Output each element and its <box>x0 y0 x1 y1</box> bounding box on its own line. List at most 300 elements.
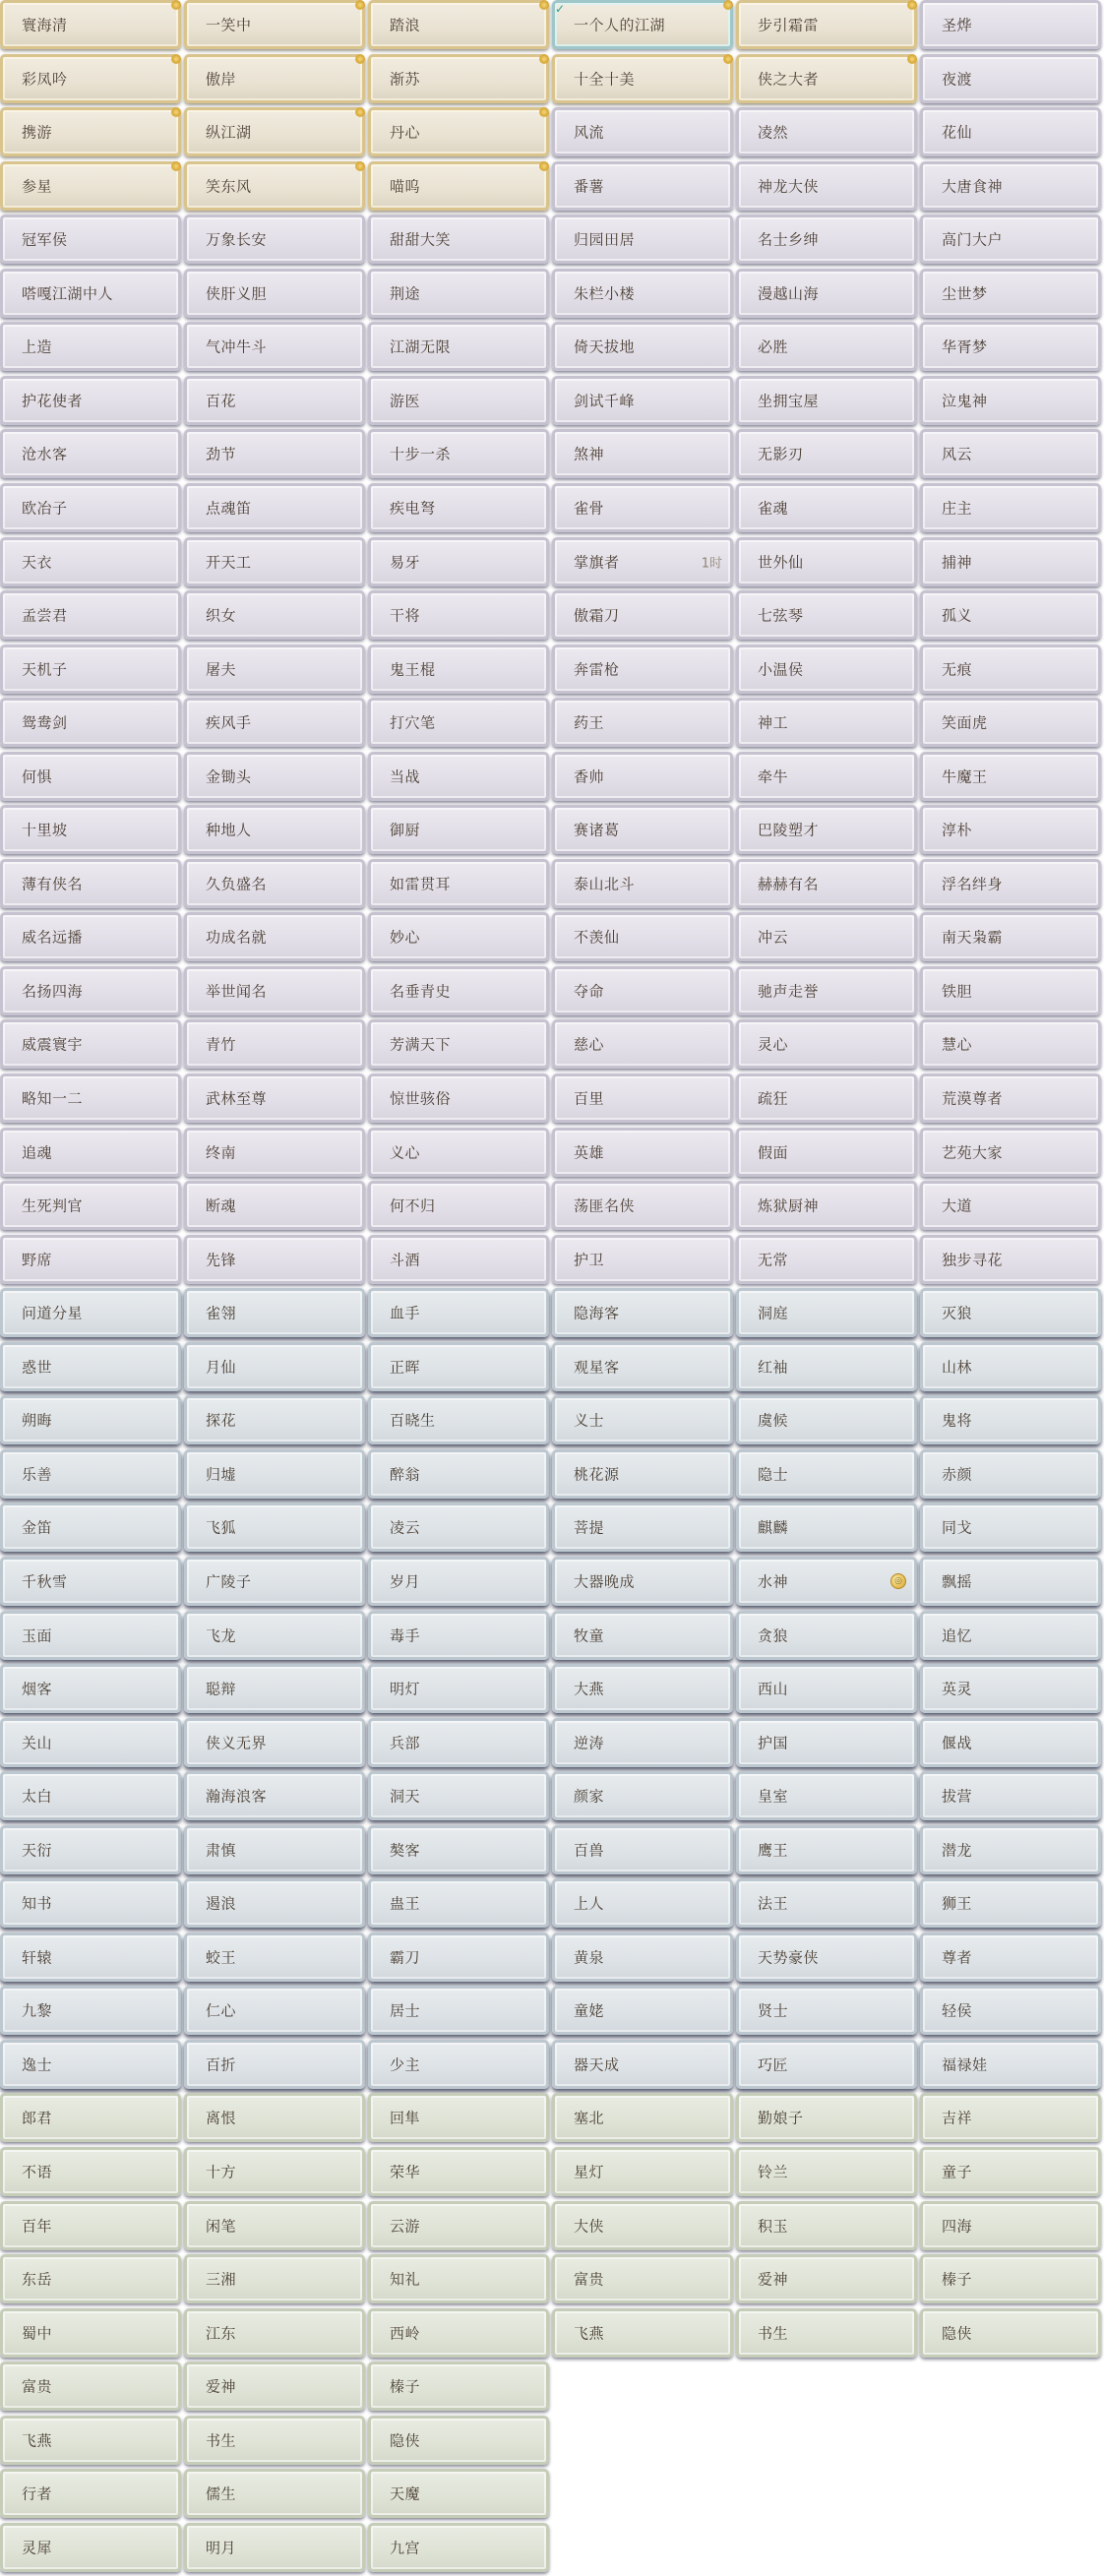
title-cell[interactable] <box>736 1825 917 1874</box>
title-label: 问道分星 <box>22 1304 84 1322</box>
title-cell[interactable] <box>368 269 549 318</box>
title-cell[interactable] <box>736 322 917 371</box>
title-cell[interactable] <box>0 0 181 49</box>
title-cell[interactable] <box>920 1986 1101 2035</box>
title-cell[interactable] <box>184 805 365 854</box>
title-cell[interactable] <box>552 0 733 49</box>
title-cell[interactable] <box>184 1019 365 1069</box>
title-cell[interactable] <box>184 2040 365 2089</box>
title-cell[interactable] <box>552 1557 733 1606</box>
title-cell[interactable] <box>184 2308 365 2358</box>
title-label: 高门大户 <box>942 230 1004 249</box>
title-cell[interactable] <box>552 590 733 640</box>
title-cell[interactable] <box>184 1181 365 1230</box>
title-cell[interactable] <box>184 2361 365 2411</box>
title-cell[interactable] <box>736 1342 917 1391</box>
title-cell[interactable] <box>184 1664 365 1713</box>
title-cell[interactable] <box>368 2469 549 2518</box>
title-cell[interactable] <box>368 2093 549 2142</box>
title-cell[interactable] <box>368 2147 549 2196</box>
title-label: 夺命 <box>574 982 605 1001</box>
title-cell[interactable] <box>368 1073 549 1123</box>
title-cell[interactable] <box>736 0 917 49</box>
title-cell[interactable] <box>368 912 549 961</box>
title-cell[interactable] <box>368 590 549 640</box>
title-cell[interactable] <box>184 1611 365 1660</box>
title-cell[interactable] <box>0 1771 181 1820</box>
title-cell[interactable] <box>0 912 181 961</box>
title-cell[interactable] <box>552 859 733 908</box>
title-cell[interactable] <box>184 2093 365 2142</box>
title-cell[interactable] <box>368 429 549 478</box>
title-cell[interactable] <box>736 698 917 747</box>
title-cell[interactable] <box>0 1128 181 1177</box>
title-cell[interactable] <box>0 483 181 532</box>
title-cell[interactable] <box>184 483 365 532</box>
title-cell[interactable] <box>0 54 181 103</box>
title-cell[interactable] <box>184 54 365 103</box>
title-cell[interactable] <box>552 1664 733 1713</box>
title-cell[interactable] <box>0 859 181 908</box>
title-cell[interactable] <box>736 1503 917 1552</box>
title-cell[interactable] <box>552 161 733 211</box>
title-cell[interactable] <box>736 966 917 1015</box>
title-cell[interactable] <box>368 1611 549 1660</box>
title-cell[interactable] <box>368 483 549 532</box>
title-cell[interactable] <box>736 1664 917 1713</box>
title-label: 无影刃 <box>758 445 804 463</box>
title-cell[interactable] <box>552 1878 733 1928</box>
title-cell[interactable] <box>552 1073 733 1123</box>
title-label: 浮名绊身 <box>942 875 1004 893</box>
title-cell[interactable] <box>736 1878 917 1928</box>
title-cell[interactable] <box>920 269 1101 318</box>
title-cell[interactable] <box>736 1019 917 1069</box>
title-cell[interactable] <box>920 1128 1101 1177</box>
title-cell[interactable] <box>0 805 181 854</box>
title-label: 朔晦 <box>22 1411 53 1430</box>
title-cell[interactable] <box>0 2254 181 2303</box>
title-cell[interactable] <box>0 1181 181 1230</box>
title-cell[interactable] <box>736 1395 917 1444</box>
title-cell[interactable] <box>920 1771 1101 1820</box>
title-cell[interactable] <box>368 537 549 586</box>
title-cell[interactable] <box>920 107 1101 156</box>
title-cell[interactable] <box>736 590 917 640</box>
title-cell[interactable] <box>552 54 733 103</box>
title-cell[interactable] <box>552 483 733 532</box>
title-cell[interactable] <box>736 269 917 318</box>
title-cell[interactable] <box>184 752 365 801</box>
title-label: 欧冶子 <box>22 499 68 518</box>
title-cell[interactable] <box>0 429 181 478</box>
title-cell[interactable] <box>368 161 549 211</box>
title-cell[interactable] <box>920 698 1101 747</box>
title-cell[interactable] <box>920 322 1101 371</box>
title-cell[interactable] <box>920 2147 1101 2196</box>
title-cell[interactable] <box>0 1718 181 1767</box>
title-cell[interactable] <box>368 2416 549 2465</box>
title-cell[interactable] <box>184 322 365 371</box>
title-cell[interactable] <box>184 1986 365 2035</box>
title-cell[interactable] <box>0 161 181 211</box>
title-cell[interactable] <box>0 1611 181 1660</box>
title-cell[interactable] <box>0 752 181 801</box>
title-cell[interactable] <box>184 537 365 586</box>
title-label: 行者 <box>22 2484 53 2503</box>
title-cell[interactable] <box>736 1073 917 1123</box>
title-cell[interactable] <box>736 912 917 961</box>
title-cell[interactable] <box>368 1128 549 1177</box>
title-cell[interactable] <box>920 429 1101 478</box>
title-cell[interactable] <box>368 1019 549 1069</box>
title-cell[interactable] <box>0 2201 181 2250</box>
title-cell[interactable] <box>552 1611 733 1660</box>
title-cell[interactable] <box>184 698 365 747</box>
title-cell[interactable] <box>184 1128 365 1177</box>
title-cell[interactable] <box>552 966 733 1015</box>
title-cell[interactable] <box>368 1503 549 1552</box>
title-cell[interactable] <box>920 161 1101 211</box>
title-cell[interactable] <box>0 1395 181 1444</box>
title-cell[interactable] <box>736 215 917 264</box>
title-cell[interactable] <box>736 644 917 694</box>
title-label: 渐苏 <box>390 70 421 89</box>
title-cell[interactable] <box>0 698 181 747</box>
title-cell[interactable] <box>0 215 181 264</box>
title-cell[interactable] <box>736 1449 917 1499</box>
title-label: 七弦琴 <box>758 606 804 625</box>
title-cell[interactable] <box>736 859 917 908</box>
title-cell[interactable] <box>920 1449 1101 1499</box>
title-cell[interactable] <box>552 1235 733 1284</box>
title-cell[interactable] <box>0 1449 181 1499</box>
title-cell[interactable] <box>368 54 549 103</box>
title-cell[interactable] <box>368 752 549 801</box>
title-cell[interactable] <box>552 1503 733 1552</box>
title-cell[interactable] <box>184 376 365 425</box>
title-cell[interactable] <box>736 1288 917 1337</box>
title-cell[interactable] <box>368 698 549 747</box>
title-cell[interactable] <box>0 1878 181 1928</box>
title-label: 黄泉 <box>574 1948 605 1967</box>
title-cell[interactable] <box>736 1718 917 1767</box>
title-label: 隐侠 <box>390 2431 421 2450</box>
title-cell[interactable] <box>920 1395 1101 1444</box>
title-cell[interactable] <box>368 1932 549 1982</box>
title-label: 书生 <box>758 2324 789 2343</box>
title-cell[interactable] <box>368 215 549 264</box>
title-cell[interactable] <box>184 1503 365 1552</box>
title-cell[interactable] <box>736 2040 917 2089</box>
title-cell[interactable] <box>552 1718 733 1767</box>
title-cell[interactable] <box>736 1557 917 1606</box>
title-cell[interactable] <box>736 537 917 586</box>
title-label: 假面 <box>758 1143 789 1162</box>
title-cell[interactable] <box>184 2254 365 2303</box>
title-cell[interactable] <box>368 376 549 425</box>
title-cell[interactable] <box>552 2254 733 2303</box>
title-cell[interactable] <box>920 1342 1101 1391</box>
title-cell[interactable] <box>0 1557 181 1606</box>
title-cell[interactable] <box>184 1825 365 1874</box>
title-cell[interactable] <box>0 376 181 425</box>
title-cell[interactable] <box>368 966 549 1015</box>
title-cell[interactable] <box>920 1932 1101 1982</box>
title-cell[interactable] <box>736 752 917 801</box>
title-label: 威名远播 <box>22 928 84 947</box>
title-cell[interactable] <box>184 2523 365 2572</box>
title-label: 勤娘子 <box>758 2109 804 2127</box>
title-cell[interactable] <box>184 2469 365 2518</box>
title-cell[interactable] <box>736 483 917 532</box>
title-cell[interactable] <box>184 161 365 211</box>
title-cell[interactable] <box>552 537 733 586</box>
title-cell[interactable] <box>736 1181 917 1230</box>
title-cell[interactable] <box>184 1557 365 1606</box>
title-cell[interactable] <box>184 590 365 640</box>
title-cell[interactable] <box>0 2147 181 2196</box>
title-cell[interactable] <box>552 805 733 854</box>
title-cell[interactable] <box>552 1986 733 2035</box>
title-cell[interactable] <box>552 1019 733 1069</box>
title-cell[interactable] <box>920 1288 1101 1337</box>
title-label: 疏狂 <box>758 1089 789 1108</box>
title-cell[interactable] <box>736 1986 917 2035</box>
title-cell[interactable] <box>184 1288 365 1337</box>
title-cell[interactable] <box>184 429 365 478</box>
title-cell[interactable] <box>552 107 733 156</box>
title-cell[interactable] <box>184 1932 365 1982</box>
title-cell[interactable] <box>552 1342 733 1391</box>
title-cell[interactable] <box>736 107 917 156</box>
title-cell[interactable] <box>0 2416 181 2465</box>
title-cell[interactable] <box>920 859 1101 908</box>
title-cell[interactable] <box>0 1986 181 2035</box>
title-cell[interactable] <box>0 966 181 1015</box>
title-cell[interactable] <box>184 107 365 156</box>
title-cell[interactable] <box>552 269 733 318</box>
title-cell[interactable] <box>184 1449 365 1499</box>
title-cell[interactable] <box>920 644 1101 694</box>
title-cell[interactable] <box>0 1825 181 1874</box>
title-cell[interactable] <box>920 1611 1101 1660</box>
title-cell[interactable] <box>184 1073 365 1123</box>
title-cell[interactable] <box>184 2201 365 2250</box>
title-cell[interactable] <box>552 1932 733 1982</box>
title-cell[interactable] <box>552 2308 733 2358</box>
title-cell[interactable] <box>736 161 917 211</box>
title-cell[interactable] <box>368 1235 549 1284</box>
title-cell[interactable] <box>920 1073 1101 1123</box>
title-cell[interactable] <box>368 0 549 49</box>
title-cell[interactable] <box>920 0 1101 49</box>
title-cell[interactable] <box>920 2254 1101 2303</box>
title-cell[interactable] <box>736 54 917 103</box>
title-cell[interactable] <box>368 1342 549 1391</box>
title-cell[interactable] <box>184 0 365 49</box>
title-cell[interactable] <box>552 429 733 478</box>
title-cell[interactable] <box>0 644 181 694</box>
title-cell[interactable] <box>736 1235 917 1284</box>
title-label: 易牙 <box>390 553 421 572</box>
title-cell[interactable] <box>920 805 1101 854</box>
title-cell[interactable] <box>0 2040 181 2089</box>
title-cell[interactable] <box>0 1235 181 1284</box>
title-cell[interactable] <box>920 1235 1101 1284</box>
title-cell[interactable] <box>368 2040 549 2089</box>
title-cell[interactable] <box>368 1825 549 1874</box>
title-cell[interactable] <box>920 966 1101 1015</box>
title-cell[interactable] <box>184 2147 365 2196</box>
title-cell[interactable] <box>0 1932 181 1982</box>
title-cell[interactable] <box>368 1986 549 2035</box>
title-cell[interactable] <box>368 1718 549 1767</box>
title-cell[interactable] <box>920 1503 1101 1552</box>
title-label: 赫赫有名 <box>758 875 820 893</box>
title-cell[interactable] <box>368 859 549 908</box>
title-cell[interactable] <box>184 966 365 1015</box>
title-cell[interactable] <box>736 429 917 478</box>
title-cell[interactable] <box>920 2093 1101 2142</box>
title-cell[interactable] <box>552 2093 733 2142</box>
title-cell[interactable] <box>368 2361 549 2411</box>
title-cell[interactable] <box>184 269 365 318</box>
title-cell[interactable] <box>368 1181 549 1230</box>
title-cell[interactable] <box>368 805 549 854</box>
title-cell[interactable] <box>0 1073 181 1123</box>
title-cell[interactable] <box>736 2093 917 2142</box>
title-cell[interactable] <box>552 1181 733 1230</box>
title-cell[interactable] <box>368 1771 549 1820</box>
title-cell[interactable] <box>552 644 733 694</box>
title-cell[interactable] <box>736 1771 917 1820</box>
title-label: 疾风手 <box>206 713 252 732</box>
title-cell[interactable] <box>552 1449 733 1499</box>
title-cell[interactable] <box>184 1395 365 1444</box>
title-cell[interactable] <box>552 1128 733 1177</box>
title-cell[interactable] <box>920 1878 1101 1928</box>
title-cell[interactable] <box>920 590 1101 640</box>
title-cell[interactable] <box>0 107 181 156</box>
title-cell[interactable] <box>552 1825 733 1874</box>
title-cell[interactable] <box>184 644 365 694</box>
title-cell[interactable] <box>552 1288 733 1337</box>
title-cell[interactable] <box>368 2201 549 2250</box>
title-cell[interactable] <box>368 1395 549 1444</box>
title-cell[interactable] <box>736 376 917 425</box>
title-cell[interactable] <box>920 1019 1101 1069</box>
title-cell[interactable] <box>184 1235 365 1284</box>
title-cell[interactable] <box>920 215 1101 264</box>
title-cell[interactable] <box>184 1342 365 1391</box>
title-cell[interactable] <box>0 269 181 318</box>
title-cell[interactable] <box>736 2201 917 2250</box>
title-cell[interactable] <box>552 698 733 747</box>
title-cell[interactable] <box>920 537 1101 586</box>
title-cell[interactable] <box>920 1664 1101 1713</box>
title-cell[interactable] <box>736 2254 917 2303</box>
title-cell[interactable] <box>368 107 549 156</box>
title-cell[interactable] <box>368 1878 549 1928</box>
title-cell[interactable] <box>368 1288 549 1337</box>
title-cell[interactable] <box>184 1771 365 1820</box>
title-cell[interactable] <box>368 1449 549 1499</box>
title-cell[interactable] <box>0 322 181 371</box>
title-label: 聪辩 <box>206 1680 237 1698</box>
title-cell[interactable] <box>920 483 1101 532</box>
title-cell[interactable] <box>0 537 181 586</box>
title-cell[interactable] <box>920 1718 1101 1767</box>
title-cell[interactable] <box>368 2523 549 2572</box>
title-cell[interactable] <box>736 805 917 854</box>
title-cell[interactable] <box>552 1771 733 1820</box>
title-cell[interactable] <box>920 54 1101 103</box>
title-cell[interactable] <box>920 1557 1101 1606</box>
title-cell[interactable] <box>736 1611 917 1660</box>
title-cell[interactable] <box>368 322 549 371</box>
title-cell[interactable] <box>368 644 549 694</box>
title-cell[interactable] <box>920 2308 1101 2358</box>
title-cell[interactable] <box>0 2523 181 2572</box>
title-label: 塞北 <box>574 2109 605 2127</box>
title-cell[interactable] <box>920 376 1101 425</box>
title-cell[interactable] <box>0 2308 181 2358</box>
title-cell[interactable] <box>0 1288 181 1337</box>
title-cell[interactable] <box>552 752 733 801</box>
title-cell[interactable] <box>368 1664 549 1713</box>
title-cell[interactable] <box>552 912 733 961</box>
title-cell[interactable] <box>184 1878 365 1928</box>
title-cell[interactable] <box>552 322 733 371</box>
title-cell[interactable] <box>0 2469 181 2518</box>
title-cell[interactable] <box>368 2254 549 2303</box>
title-cell[interactable] <box>736 2147 917 2196</box>
title-cell[interactable] <box>552 2147 733 2196</box>
title-cell[interactable] <box>368 1557 549 1606</box>
title-cell[interactable] <box>0 1664 181 1713</box>
title-cell[interactable] <box>0 1342 181 1391</box>
title-cell[interactable] <box>184 2416 365 2465</box>
title-cell[interactable] <box>368 2308 549 2358</box>
title-cell[interactable] <box>920 912 1101 961</box>
title-cell[interactable] <box>552 2040 733 2089</box>
title-cell[interactable] <box>552 376 733 425</box>
title-label: 野席 <box>22 1251 53 1269</box>
title-cell[interactable] <box>184 859 365 908</box>
title-cell[interactable] <box>920 2040 1101 2089</box>
title-cell[interactable] <box>184 912 365 961</box>
title-cell[interactable] <box>552 215 733 264</box>
title-cell[interactable] <box>920 752 1101 801</box>
title-cell[interactable] <box>552 1395 733 1444</box>
title-cell[interactable] <box>736 2308 917 2358</box>
title-cell[interactable] <box>0 590 181 640</box>
title-cell[interactable] <box>736 1932 917 1982</box>
title-label: 雀骨 <box>574 499 605 518</box>
title-cell[interactable] <box>736 1128 917 1177</box>
title-cell[interactable] <box>0 1019 181 1069</box>
title-cell[interactable] <box>920 1825 1101 1874</box>
title-cell[interactable] <box>184 215 365 264</box>
title-cell[interactable] <box>920 2201 1101 2250</box>
title-cell[interactable] <box>0 2361 181 2411</box>
title-cell[interactable] <box>552 2201 733 2250</box>
title-cell[interactable] <box>184 1718 365 1767</box>
title-cell[interactable] <box>0 2093 181 2142</box>
title-cell[interactable] <box>920 1181 1101 1230</box>
title-cell[interactable] <box>0 1503 181 1552</box>
